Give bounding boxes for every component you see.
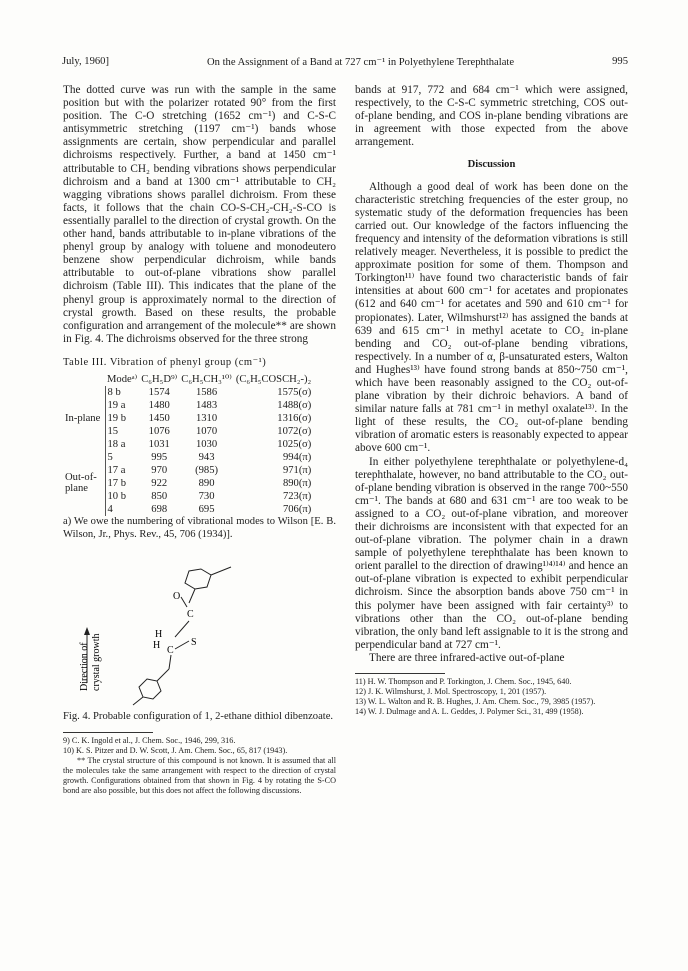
left-footnotes xyxy=(63,736,336,796)
table-cell: 890 xyxy=(198,477,215,489)
table-cell: 15 xyxy=(105,425,139,438)
table-cell: (985) xyxy=(195,464,219,476)
table-header-cell: (C₆H₅COSCH₂-)₂ xyxy=(235,373,312,385)
arrow-head-icon xyxy=(84,627,90,635)
table-footnote: a) We owe the numbering of vibrational modes to Wilson [E. B. Wilson, Jr., Phys. Rev., 45, 706 (1934)]. xyxy=(63,515,336,540)
reference-item: 14) W. J. Dulmage and A. L. Geddes, J. Polymer Sci., 31, 499 (1958). xyxy=(355,707,584,717)
table-cell: 1450 xyxy=(148,412,170,424)
table-cell: 18 a xyxy=(105,438,139,451)
table-cell: 971(π) xyxy=(282,464,312,476)
table-cell: 19 a xyxy=(105,399,139,412)
table-row xyxy=(63,451,313,464)
table-body xyxy=(63,386,313,516)
table-cell: 970 xyxy=(151,464,168,476)
right-column xyxy=(355,84,628,717)
table-cell: 1025(σ) xyxy=(277,438,312,450)
table-caption: Table III. Vibration of phenyl group (cm⁻¹) xyxy=(63,356,267,368)
table-row xyxy=(63,386,313,399)
table-cell: 19 b xyxy=(105,412,139,425)
axis-label-line-1: Direction of xyxy=(79,642,90,692)
table-cell: 1316(σ) xyxy=(277,412,312,424)
figure-4 xyxy=(63,541,336,711)
table-cell: 1310 xyxy=(195,412,218,424)
table-cell: 922 xyxy=(151,477,168,489)
table-cell: 1030 xyxy=(195,438,218,450)
table-group-label: In-plane xyxy=(65,412,101,424)
table-cell: 730 xyxy=(198,490,215,502)
reference-note: ** The crystal structure of this compound is not known. It is assumed that all the molecules take the same arrangement with respect to the direction of crystal growth. Configurations obtained from that shown in Fig. 4 by rotating the S-CO bond are also possible, but this does not affect the following discussions. xyxy=(63,755,336,795)
table-cell: 10 b xyxy=(105,490,139,503)
header-date: July, 1960] xyxy=(62,56,109,67)
right-paragraph: Although a good deal of work has been done on the characteristic stretching frequencies of the ester group, no systematic study of the deformation frequencies has been carried out. Our knowledge of the factors influencing the frequency and intensity of the deformation vibrations is still relatively meager. Nevertheless, it is possible to predict the approximate position for some of them. Thompson and Torkington¹¹⁾ have found two characteristic bands of fair intensities at about 600 cm⁻¹ for acetates and propionates (612 and 640 cm⁻¹ for acetates and 590 and 610 cm⁻¹ for propionates). Later, Wilmshurst¹²⁾ has assigned the bands at 639 and 615 cm⁻¹ in methyl acetate to CO₂ in-plane bending and CO₂ out-of-plane bending vibrations, respectively. In a number of α, β-unsaturated esters, Walton and Hughes¹³⁾ have found strong bands at 850~750 cm⁻¹, which have been reasonably assigned to the CO₂ out-of-plane vibration by their dichroic behaviors. A band of similar nature falls at 781 cm⁻¹ in methyl oxalate¹³⁾. In the light of these results, the CO₂ out-of-plane bending vibration of aromatic esters is reasonably expected to appear above 600 cm⁻¹. xyxy=(355,180,628,455)
table-header-cell: C₆H₅D⁹⁾ xyxy=(141,373,178,385)
table-cell: 17 a xyxy=(105,464,139,477)
reference-item: 10) K. S. Pitzer and D. W. Scott, J. Am. Chem. Soc., 65, 817 (1943). xyxy=(63,745,288,755)
table-cell: 1070 xyxy=(195,425,218,437)
table-header-cell: Modeᵃ⁾ xyxy=(107,373,138,385)
table-cell: 695 xyxy=(198,503,215,515)
reference-item: 11) H. W. Thompson and P. Torkington, J. Chem. Soc., 1945, 640. xyxy=(355,677,572,687)
table-group-label: Out-of-plane xyxy=(65,472,97,495)
table-cell: 995 xyxy=(151,451,168,463)
left-paragraph: The dotted curve was run with the sample in the same position but with the polarizer rotated 90° from the first position. The C-O stretching (1652 cm⁻¹) and C-S-C antisymmetric stretching (1197 cm⁻¹) bands whose assignments are certain, show perpendicular and parallel dichroisms respectively. Further, a band at 1450 cm⁻¹ attributable to CH₂ bending vibrations shows perpendicular dichroism and a band at 1300 cm⁻¹ attributable to CH₂ wagging vibrations shows parallel dichroism. From these facts, it follows that the chain CO-S-CH₂-CH₂-S-CO is essentially parallel to the direction of crystal growth. On the other hand, bands attributable to in-plane vibrations of the phenyl group by analogy with toluene and monodeutero benzene show perpendicular dichroism, while bands attributable to out-of-plane vibrations show parallel dichroism (Table III). This indicates that the plane of the phenyl group is approximately normal to the direction of crystal growth. Based on these results, the probable configuration and arrangement of the molecule** are shown in Fig. 4. The dichroisms observed for the three strong xyxy=(63,84,336,345)
table-cell: 1076 xyxy=(148,425,170,437)
running-header xyxy=(62,56,628,68)
atom-label-c: C xyxy=(187,609,194,621)
left-column xyxy=(63,84,336,796)
table-header-cell: C₆H₅CH₃¹⁰⁾ xyxy=(181,373,232,385)
table-cell: 723(π) xyxy=(282,490,312,502)
reference-item: 12) J. K. Wilmshurst, J. Mol. Spectroscopy, 1, 201 (1957). xyxy=(355,687,547,697)
table-cell: 4 xyxy=(105,503,139,516)
atom-label-o: O xyxy=(173,591,181,603)
phenyl-ring-bottom xyxy=(139,679,161,699)
atom-label-c: C xyxy=(167,645,174,657)
reference-item: 9) C. K. Ingold et al., J. Chem. Soc., 1946, 299, 316. xyxy=(63,735,236,745)
section-heading: Discussion xyxy=(467,159,516,171)
phenyl-vibration-table xyxy=(63,373,313,516)
header-title: On the Assignment of a Band at 727 cm⁻¹ in Polyethylene Terephthalate xyxy=(207,57,515,68)
table-header-row xyxy=(63,373,313,386)
table-cell: 1031 xyxy=(148,438,170,450)
table-cell: 1574 xyxy=(148,386,170,398)
table-cell: 994(π) xyxy=(282,451,312,463)
atom-label-h: H xyxy=(155,629,163,641)
atom-label-h: H xyxy=(153,640,161,652)
table-cell: 17 b xyxy=(105,477,139,490)
table-cell: 1480 xyxy=(148,399,170,411)
table-cell: 1072(σ) xyxy=(277,425,312,437)
table-cell: 850 xyxy=(151,490,168,502)
header-page-number: 995 xyxy=(612,56,628,67)
table-cell: 890(π) xyxy=(282,477,312,489)
right-paragraph: In either polyethylene terephthalate or polyethylene-d₄ terephthalate, however, no band attributable to the CO₂ out-of-plane bending vibration is observed in the range 700~550 cm⁻¹. The bands at 680 and 631 cm⁻¹ are too weak to be assigned to a CO₂ out-of-plane vibration, and moreover their dichroisms are inconsistent with that expected for an out-of-plane vibration. The polymer chain in a drawn sample of polyethylene terephthalate has been known to orient parallel to the direction of drawing¹⁾⁴⁾¹⁴⁾ and hence an out-of-plane vibration is expected to exhibit perpendicular dichroism. Since the absorption bands above 750 cm⁻¹ in this polymer have been assigned with fair certainty³⁾ to vibrations other than the CO₂ out-of-plane bending vibration, the only band left assignable to it is the strong and perpendicular band at 727 cm⁻¹. xyxy=(355,455,628,651)
right-footnotes xyxy=(355,677,628,717)
phenyl-ring-top xyxy=(185,569,211,589)
footnote-divider xyxy=(355,673,445,674)
axis-label-line-2: crystal growth xyxy=(91,633,102,692)
table-cell: 5 xyxy=(105,451,139,464)
table-cell: 1483 xyxy=(195,399,218,411)
right-paragraph: There are three infrared-active out-of-plane xyxy=(369,651,565,664)
atom-label-s: S xyxy=(191,637,197,649)
table-cell: 943 xyxy=(198,451,215,463)
reference-item: 13) W. L. Walton and R. B. Hughes, J. Am. Chem. Soc., 79, 3985 (1957). xyxy=(355,697,596,707)
table-cell: 706(π) xyxy=(282,503,312,515)
table-cell: 698 xyxy=(151,503,168,515)
table-cell: 1586 xyxy=(195,386,218,398)
molecule-diagram xyxy=(63,541,336,711)
table-cell: 8 b xyxy=(105,386,139,399)
table-cell: 1575(σ) xyxy=(277,386,312,398)
footnote-divider xyxy=(63,732,153,733)
figure-caption: Fig. 4. Probable configuration of 1, 2-ethane dithiol dibenzoate. xyxy=(63,711,334,723)
table-cell: 1488(σ) xyxy=(277,399,312,411)
right-paragraph: bands at 917, 772 and 684 cm⁻¹ which were assigned, respectively, to the C-S-C symmetric stretching, COS out-of-plane bending, and COS in-plane bending vibrations are in agreement with those expected from the above arrangement. xyxy=(355,84,628,149)
